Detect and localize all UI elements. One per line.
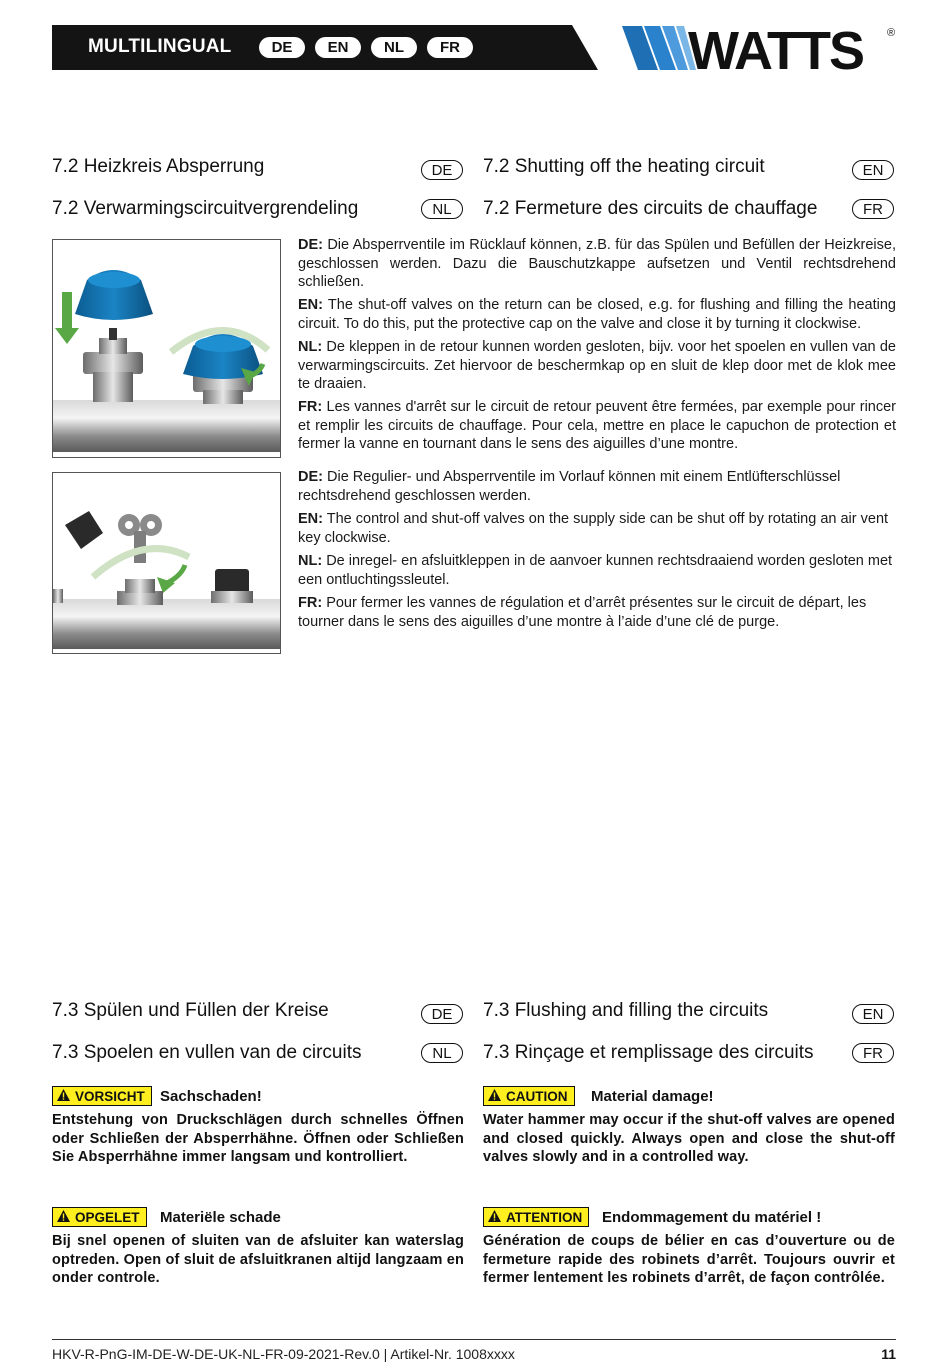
- block1-en: EN: The shut-off valves on the return can be closed, e.g. for flushing and filling the heating circuit. To do this, put the protective cap on the valve and close it by turning it clockwise.: [298, 297, 896, 332]
- warning-text-de: Entstehung von Druckschlägen durch schnelles Öffnen oder Schließen der Absperrhähne. Öffnen oder Schließen Sie Absperrhähne immer langsam und kontrolliert.: [52, 1112, 464, 1165]
- heading-7-2-de: 7.2 Heizkreis Absperrung: [52, 156, 265, 177]
- heading-7-3-fr: 7.3 Rinçage et remplissage des circuits: [483, 1042, 814, 1063]
- air-vent-key-illustration: [52, 472, 281, 654]
- warning-triangle-icon: [57, 1089, 70, 1104]
- warning-text-fr: Génération de coups de bélier en cas d’ouverture ou de fermeture rapide des robinets d’arrêt. Toujours ouvrir et fermer lentement les robinets d’arrêt, de façon contrôlée.: [483, 1233, 895, 1286]
- heading-7-2-fr: 7.2 Fermeture des circuits de chauffage: [483, 198, 818, 219]
- block2-nl: NL: De inregel- en afsluitkleppen in de aanvoer kunnen rechtsdraaiend worden gesloten met een ontluchtingssleutel.: [298, 553, 893, 588]
- warning-triangle-icon: [488, 1089, 501, 1104]
- warning-text-en: Water hammer may occur if the shut-off valves are opened and closed quickly. Always open and close the shut-off valves slowly and in a controlled way.: [483, 1112, 895, 1165]
- tag-nl-7-3: NL: [421, 1043, 463, 1063]
- heading-7-3-en: 7.3 Flushing and filling the circuits: [483, 1000, 769, 1021]
- tag-de: DE: [421, 160, 463, 180]
- warning-triangle-icon: [57, 1210, 70, 1225]
- warning-badge-nl: OPGELET: [52, 1207, 147, 1227]
- page-number: 11: [881, 1346, 896, 1362]
- warning-badge-de: VORSICHT: [52, 1086, 152, 1106]
- lang-pill-de: DE: [259, 37, 305, 58]
- block1-de: DE: Die Absperrventile im Rücklauf können, z.B. für das Spülen und Befüllen der Heizkreise, geschlossen werden. Dazu die Bauschutzkappe aufsetzen und Ventil rechtsdrehend schließen.: [298, 237, 896, 290]
- svg-text:®: ®: [887, 27, 896, 39]
- warning-badge-fr: ATTENTION: [483, 1207, 589, 1227]
- heading-7-2-en: 7.2 Shutting off the heating circuit: [483, 156, 765, 177]
- warning-title-en: Material damage!: [591, 1088, 714, 1105]
- svg-text:WATTS: WATTS: [688, 22, 863, 74]
- heading-7-3-nl: 7.3 Spoelen en vullen van de circuits: [52, 1042, 362, 1063]
- heading-7-2-nl: 7.2 Verwarmingscircuitvergrendeling: [52, 198, 359, 219]
- footer-doc-reference: HKV-R-PnG-IM-DE-W-DE-UK-NL-FR-09-2021-Rev.0 | Artikel-Nr. 1008xxxx: [52, 1346, 515, 1362]
- warning-title-de: Sachschaden!: [160, 1088, 262, 1105]
- warning-text-nl: Bij snel openen of sluiten van de afsluiter kan waterslag optreden. Open of sluit de afsluitkranen altijd langzaam en onder controle.: [52, 1233, 464, 1286]
- warning-title-nl: Materiële schade: [160, 1209, 281, 1226]
- block2-fr: FR: Pour fermer les vannes de régulation et d’arrêt présentes sur le circuit de départ, les tourner dans le sens des aiguilles d’une montre à l’aide d’une clé de purge.: [298, 595, 867, 630]
- block1-nl: NL: De kleppen in de retour kunnen worden gesloten, bijv. voor het spoelen en vullen van de verwarmingscircuits. Zet hiervoor de beschermkap op en sluit de klep door met de klok mee te draaien.: [298, 339, 896, 392]
- tag-fr-7-3: FR: [852, 1043, 894, 1063]
- tag-en-7-3: EN: [852, 1004, 894, 1024]
- tag-en: EN: [852, 160, 894, 180]
- lang-pill-en: EN: [315, 37, 361, 58]
- header-title: MULTILINGUAL: [88, 36, 232, 57]
- block2-en: EN: The control and shut-off valves on the supply side can be shut off by rotating an air vent key clockwise.: [298, 511, 889, 546]
- warning-badge-en: CAUTION: [483, 1086, 575, 1106]
- block1-fr: FR: Les vannes d'arrêt sur le circuit de retour peuvent être fermées, par exemple pour rincer et remplir les circuits de chauffage. Pour cela, mettre en place le capuchon de protection et fermer la vanne en tournant dans le sens des aiguilles d’une montre.: [298, 399, 896, 452]
- watts-logo: [622, 22, 900, 74]
- lang-pill-nl: NL: [371, 37, 417, 58]
- warning-title-fr: Endommagement du matériel !: [602, 1209, 822, 1226]
- lang-pill-fr: FR: [427, 37, 473, 58]
- tag-nl: NL: [421, 199, 463, 219]
- heading-7-3-de: 7.3 Spülen und Füllen der Kreise: [52, 1000, 329, 1021]
- warning-triangle-icon: [488, 1210, 501, 1225]
- footer-divider: [52, 1339, 896, 1340]
- valve-cap-illustration: [52, 239, 281, 458]
- block2-de: DE: Die Regulier- und Absperrventile im Vorlauf können mit einem Entlüfterschlüssel rechtsdrehend geschlossen werden.: [298, 469, 841, 504]
- tag-de-7-3: DE: [421, 1004, 463, 1024]
- tag-fr: FR: [852, 199, 894, 219]
